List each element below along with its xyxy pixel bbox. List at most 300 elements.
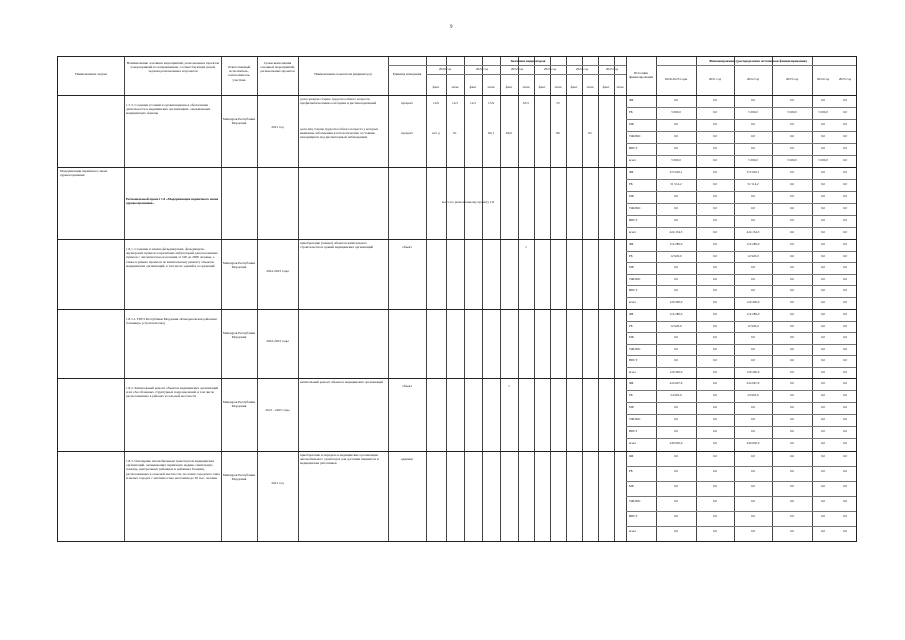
- finance-value: 5 000,0: [748, 158, 758, 162]
- finance-source: ВИСТ: [629, 429, 638, 433]
- finance-year-header: 2021 год: [708, 77, 722, 81]
- finance-source: ФБ: [629, 242, 634, 246]
- finance-line: [626, 496, 856, 497]
- finance-value: 0,0: [843, 381, 847, 385]
- finance-line: [626, 438, 856, 439]
- header-indicators: Значения индикаторов: [510, 59, 546, 63]
- finance-value: 0,0: [821, 499, 825, 503]
- finance-value: 424 134,3: [746, 230, 760, 234]
- finance-value: 0,0: [713, 323, 717, 328]
- finance-source: ТФОМС: [629, 346, 641, 351]
- indicator-value: 65: [588, 131, 592, 135]
- finance-value: 5 000,0: [787, 110, 797, 114]
- finance-value: 0,0: [843, 323, 847, 328]
- finance-year-header: 2023 год: [785, 77, 799, 81]
- finance-value: 0,0: [843, 529, 847, 533]
- year-header: 2023 год: [543, 67, 557, 71]
- finance-value: 0,0: [843, 393, 847, 397]
- indicator-value: 14,9: [433, 101, 439, 105]
- header-source: Источник финансирования: [628, 71, 654, 80]
- finance-value: 129 200,0: [669, 299, 683, 304]
- sub-header: факт: [469, 85, 477, 89]
- executor: Минздрав Республики Мордовия: [222, 400, 256, 409]
- finance-value: 0,0: [821, 484, 825, 488]
- finance-value: 0,0: [843, 194, 847, 198]
- finance-value: 0,0: [713, 230, 717, 234]
- finance-year-header: 2025 год: [838, 77, 852, 81]
- finance-value: 0,0: [674, 405, 678, 409]
- finance-value: 0,0: [790, 312, 794, 316]
- finance-value: 0,0: [821, 323, 825, 328]
- finance-value: 0,0: [713, 98, 717, 102]
- finance-value: 116 280,0: [746, 242, 760, 246]
- row-separator: [58, 167, 856, 168]
- finance-value: 0,0: [790, 276, 794, 281]
- finance-value: 0,0: [790, 134, 794, 138]
- finance-value: 0,0: [790, 206, 794, 210]
- finance-source: ФБ: [629, 170, 634, 174]
- finance-value: 5 000,0: [787, 158, 797, 162]
- finance-value: 0,0: [821, 98, 825, 102]
- finance-line: [626, 466, 856, 467]
- finance-value: 0,0: [674, 134, 678, 138]
- sub-header: план: [586, 85, 594, 89]
- finance-line: [626, 355, 856, 356]
- finance-value: 0,0: [821, 242, 825, 246]
- merged-total-label: всего по региональному проекту 1.8: [441, 200, 495, 204]
- finance-line: [626, 402, 856, 403]
- finance-value: 5 000,0: [671, 110, 681, 114]
- finance-value: 0,0: [674, 499, 678, 503]
- finance-value: 0,0: [790, 441, 794, 445]
- header-event: Наименование основных мероприятий, региональных проектов и мероприятий по направлениям, соответствующих целей, задачам региональных и проектов: [126, 61, 220, 74]
- finance-source: МБ: [629, 335, 634, 339]
- finance-value: 0,0: [821, 253, 825, 258]
- finance-source: ВИСТ: [629, 146, 638, 150]
- finance-value: 0,0: [713, 441, 717, 445]
- finance-value: 0,0: [843, 514, 847, 518]
- event-name: 1.8.1.1. ГБУЗ Республики Мордовия «Ромодановская районная больница» (строительство): [126, 317, 217, 326]
- finance-value: 0,0: [713, 170, 717, 174]
- row-separator: [58, 95, 856, 96]
- row-separator: [58, 239, 856, 240]
- finance-value: 0,0: [674, 346, 678, 351]
- finance-value: 0,0: [821, 454, 825, 458]
- finance-line: [626, 107, 856, 108]
- finance-value: 0,0: [713, 110, 717, 114]
- finance-value: 0,0: [751, 146, 755, 150]
- finance-source: РБ: [629, 253, 633, 258]
- finance-source: всего: [629, 529, 637, 533]
- finance-value: 0,0: [790, 469, 794, 473]
- finance-value: 0,0: [713, 182, 717, 186]
- indicator-name: капитальный ремонт объектов медицинских организаций: [300, 380, 384, 384]
- finance-value: 0,0: [843, 346, 847, 351]
- header-executor: Ответственный исполнитель, соисполнитель, участник: [227, 65, 251, 82]
- finance-source: РБ: [629, 110, 633, 114]
- event-name: 1.7.3. Создание условий и организационное обеспечение деятельности в медицинских организациях, оказывающих медицинскую помощь: [126, 103, 211, 116]
- finance-value: 0,0: [713, 218, 717, 222]
- dates: 2022-2023 годы: [266, 339, 289, 343]
- finance-source: всего: [629, 230, 637, 234]
- year-header: 2022 год: [510, 67, 524, 71]
- finance-value: 0,0: [713, 346, 717, 351]
- finance-value: 0,0: [821, 265, 825, 269]
- finance-year-header: 2022 год: [746, 77, 760, 81]
- finance-value: 0,0: [751, 454, 755, 458]
- indicator-unit: объект: [402, 245, 412, 249]
- finance-value: 0,0: [674, 265, 678, 269]
- executor: Минздрав Республики Мордовия: [222, 261, 256, 270]
- finance-value: 249 630,0: [669, 441, 683, 445]
- executor: Минздрав Республики Мордовия: [222, 117, 256, 126]
- finance-value: 0,0: [713, 484, 717, 488]
- event-name: 1.8.3. Оснащение автомобильным транспортом медицинских организаций, оказывающих первичную медико-санитарную помощь, центральных районных и районных больниц, расположенных в сельской местности, поселках городского типа и малых городах с численностью населения до 50 тыс. человек: [126, 459, 220, 480]
- finance-value: 0,0: [713, 194, 717, 198]
- finance-source: МБ: [629, 405, 634, 409]
- finance-value: 0,0: [821, 393, 825, 397]
- finance-value: 0,0: [821, 206, 825, 210]
- finance-line: [626, 203, 856, 204]
- finance-value: 0,0: [674, 454, 678, 458]
- finance-value: 0,0: [713, 417, 717, 421]
- finance-source: ТФОМС: [629, 134, 641, 138]
- header-finance: Финансирование (распределение источников финансирования): [709, 59, 807, 63]
- finance-value: 0,0: [790, 242, 794, 246]
- finance-line: [626, 285, 856, 286]
- finance-value: 0,0: [790, 170, 794, 174]
- finance-value: 0,0: [821, 514, 825, 518]
- finance-line: [626, 143, 856, 144]
- indicator-value: 60,1: [488, 131, 494, 135]
- finance-line: [626, 191, 856, 192]
- finance-line: [626, 131, 856, 132]
- finance-value: 0,0: [790, 253, 794, 258]
- finance-value: 0,0: [751, 346, 755, 351]
- finance-value: 0,0: [674, 429, 678, 433]
- task-name: Модернизация первичного звена здравоохранения: [60, 169, 108, 178]
- finance-value: 0,0: [821, 218, 825, 222]
- finance-source: всего: [629, 158, 637, 162]
- year-header: 2024 год: [575, 67, 589, 71]
- finance-value: 0,0: [843, 242, 847, 246]
- event-name: 1.8.2. Капитальный ремонт объектов медицинских организаций и их обособленных структурных подразделений, в том числе расположенных в районах и сельской местности: [126, 386, 219, 399]
- year-header: 2021 год: [475, 67, 489, 71]
- finance-value: 0,0: [821, 346, 825, 351]
- finance-value: 0,0: [713, 253, 717, 258]
- finance-value: 0,0: [790, 299, 794, 304]
- finance-value: 0,0: [751, 499, 755, 503]
- indicator-unit: объект: [402, 384, 412, 388]
- row-separator: [58, 309, 856, 310]
- finance-source: ВИСТ: [629, 288, 638, 292]
- finance-value: 0,0: [713, 312, 717, 316]
- finance-value: 0,0: [821, 469, 825, 473]
- finance-value: 424 134,3: [669, 230, 683, 234]
- finance-value: 224 667,0: [746, 381, 760, 385]
- finance-value: 0,0: [751, 417, 755, 421]
- finance-value: 0,0: [843, 170, 847, 174]
- finance-value: 0,0: [843, 429, 847, 433]
- finance-source: ТФОМС: [629, 417, 641, 421]
- finance-value: 0,0: [843, 358, 847, 362]
- finance-value: 0,0: [821, 417, 825, 421]
- finance-value: 0,0: [821, 529, 825, 533]
- finance-value: 0,0: [843, 134, 847, 138]
- sub-header: факт: [570, 85, 578, 89]
- finance-value: 0,0: [790, 122, 794, 126]
- finance-value: 0,0: [790, 288, 794, 292]
- finance-value: 0,0: [751, 265, 755, 269]
- finance-value: 0,0: [751, 206, 755, 210]
- finance-line: [626, 390, 856, 391]
- finance-line: [626, 481, 856, 482]
- finance-value: 0,0: [790, 346, 794, 351]
- finance-line: [626, 526, 856, 527]
- sub-header: факт: [505, 85, 513, 89]
- finance-value: 0,0: [751, 358, 755, 362]
- finance-value: 5 000,0: [818, 110, 828, 114]
- finance-value: 0,0: [751, 429, 755, 433]
- finance-value: 0,0: [843, 218, 847, 222]
- finance-value: 0,0: [843, 230, 847, 234]
- finance-value: 0,0: [751, 122, 755, 126]
- finance-value: 0,0: [713, 405, 717, 409]
- finance-value: 0,0: [843, 312, 847, 316]
- finance-value: 0,0: [790, 417, 794, 421]
- finance-line: [626, 227, 856, 228]
- finance-value: 0,0: [751, 98, 755, 102]
- header-task: Наименование задачи: [75, 72, 107, 76]
- finance-source: ВИСТ: [629, 358, 638, 362]
- finance-line: [626, 215, 856, 216]
- finance-value: 0,0: [843, 441, 847, 445]
- finance-value: 5 000,0: [818, 158, 828, 162]
- indicator-name: приобретение (замена) объектов капитального строительства и зданий медицинских организаций: [300, 241, 374, 250]
- finance-value: 0,0: [713, 381, 717, 385]
- finance-value: 0,0: [674, 514, 678, 518]
- finance-source: ФБ: [629, 381, 634, 385]
- finance-value: 0,0: [843, 299, 847, 304]
- finance-source: ТФОМС: [629, 499, 641, 503]
- finance-value: 0,0: [751, 484, 755, 488]
- finance-value: 12 920,0: [670, 253, 682, 258]
- event-name: Региональный проект 1.8 «Модернизация первичного звена здравоохранения»: [126, 197, 219, 206]
- finance-value: 0,0: [674, 529, 678, 533]
- finance-value: 0,0: [713, 299, 717, 304]
- indicator-value: 1: [525, 245, 527, 249]
- sub-header: план: [451, 85, 459, 89]
- finance-value: 0,0: [713, 276, 717, 281]
- header-unit: Единица измерения: [392, 72, 422, 76]
- dates: 2022-2023 годы: [266, 269, 289, 273]
- finance-value: 0,0: [790, 405, 794, 409]
- finance-value: 0,0: [713, 158, 717, 162]
- finance-value: 0,0: [843, 369, 847, 374]
- executor: Минздрав Республики Мордовия: [222, 473, 256, 482]
- finance-value: 129 200,0: [669, 369, 683, 374]
- finance-value: 249 630,0: [746, 441, 760, 445]
- finance-value: 116 280,0: [746, 312, 760, 316]
- indicator-value: 14,5: [452, 101, 458, 105]
- finance-value: 0,0: [674, 335, 678, 339]
- finance-source: ФБ: [629, 312, 634, 316]
- finance-value: 0,0: [751, 134, 755, 138]
- finance-value: 0,0: [713, 469, 717, 473]
- program-table: [57, 56, 857, 542]
- finance-value: 0,0: [843, 265, 847, 269]
- finance-value: 0,0: [821, 429, 825, 433]
- finance-value: 0,0: [843, 110, 847, 114]
- finance-source: МБ: [629, 122, 634, 126]
- finance-value: 0,0: [674, 276, 678, 281]
- finance-value: 0,0: [821, 230, 825, 234]
- finance-value: 0,0: [821, 288, 825, 292]
- finance-line: [626, 179, 856, 180]
- finance-source: ТФОМС: [629, 276, 641, 281]
- finance-year-header: 2020-2025 годы: [664, 77, 688, 81]
- finance-line: [626, 297, 856, 298]
- finance-line: [626, 155, 856, 156]
- finance-value: 12 920,0: [747, 323, 759, 328]
- finance-value: 0,0: [790, 323, 794, 328]
- finance-value: 0,0: [790, 98, 794, 102]
- indicator-value: 55: [556, 101, 560, 105]
- finance-value: 0,0: [674, 206, 678, 210]
- finance-value: 0,0: [674, 484, 678, 488]
- finance-value: 0,0: [790, 265, 794, 269]
- finance-value: 0,0: [790, 369, 794, 374]
- finance-value: 0,0: [821, 170, 825, 174]
- finance-value: 0,0: [821, 276, 825, 281]
- finance-source: ВИСТ: [629, 514, 638, 518]
- finance-value: 0,0: [713, 429, 717, 433]
- event-name: 1.8.1. Создание и замена фельдшерских, фельдшерско-акушерских пунктов и врачебных амбулаторий для населенных пунктов с численностью населения от 100 до 2000 человек, а также в рамках проектов по капитальному ремонту объектов медицинских организаций, в том числе зданий и сооружений: [126, 247, 218, 268]
- finance-value: 24 963,0: [747, 393, 759, 397]
- sub-header: факт: [602, 85, 610, 89]
- finance-value: 0,0: [713, 288, 717, 292]
- finance-line: [626, 367, 856, 368]
- finance-source: всего: [629, 369, 637, 374]
- finance-value: 0,0: [674, 218, 678, 222]
- finance-value: 0,0: [713, 122, 717, 126]
- finance-value: 0,0: [843, 288, 847, 292]
- finance-value: 0,0: [843, 335, 847, 339]
- header-indicator: Наименование показателя (индикатора): [314, 72, 372, 76]
- sub-header: план: [554, 85, 562, 89]
- finance-value: 0,0: [713, 206, 717, 210]
- finance-value: 116 280,0: [669, 242, 683, 246]
- finance-source: МБ: [629, 265, 634, 269]
- finance-value: 0,0: [821, 299, 825, 304]
- finance-value: 0,0: [821, 182, 825, 186]
- finance-source: РБ: [629, 469, 633, 473]
- finance-value: 0,0: [843, 484, 847, 488]
- indicator-name: доля лиц старше трудоспособного возраста у которых выявлены заболевания и патологические состояния, находящихся под диспансерным наблюдением: [300, 127, 379, 140]
- finance-value: 0,0: [843, 405, 847, 409]
- finance-value: 129 200,0: [746, 369, 760, 374]
- finance-value: 0,0: [713, 134, 717, 138]
- finance-value: 0,0: [843, 499, 847, 503]
- finance-value: 0,0: [843, 122, 847, 126]
- finance-source: МБ: [629, 484, 634, 488]
- finance-value: 0,0: [674, 122, 678, 126]
- finance-value: 0,0: [790, 230, 794, 234]
- sub-header: факт: [432, 85, 440, 89]
- finance-value: 0,0: [843, 454, 847, 458]
- finance-value: 5 000,0: [671, 158, 681, 162]
- finance-value: 0,0: [821, 194, 825, 198]
- indicator-value: 91: [453, 131, 457, 135]
- finance-value: 0,0: [843, 469, 847, 473]
- finance-value: 0,0: [751, 335, 755, 339]
- finance-value: 0,0: [843, 276, 847, 281]
- finance-value: 0,0: [713, 335, 717, 339]
- finance-line: [626, 321, 856, 322]
- indicator-name: приобретение и передача в медицинские организации автомобильного транспорта для доставки пациентов и медицинских работников: [300, 453, 379, 466]
- sub-header: план: [616, 85, 624, 89]
- finance-value: 0,0: [790, 335, 794, 339]
- finance-source: ТФОМС: [629, 206, 641, 210]
- finance-value: 0,0: [790, 194, 794, 198]
- finance-line: [626, 251, 856, 252]
- finance-value: 51 514,2: [747, 182, 759, 186]
- finance-source: ФБ: [629, 98, 634, 102]
- finance-value: 0,0: [843, 182, 847, 186]
- finance-value: 0,0: [790, 358, 794, 362]
- finance-value: 0,0: [790, 429, 794, 433]
- finance-value: 0,0: [674, 358, 678, 362]
- finance-value: 0,0: [674, 469, 678, 473]
- finance-value: 0,0: [713, 369, 717, 374]
- finance-value: 0,0: [843, 253, 847, 258]
- finance-source: РБ: [629, 323, 633, 328]
- finance-value: 0,0: [790, 499, 794, 503]
- finance-value: 0,0: [790, 454, 794, 458]
- finance-value: 0,0: [821, 381, 825, 385]
- indicator-value: 13,9: [488, 101, 494, 105]
- finance-value: 0,0: [821, 312, 825, 316]
- finance-value: 116 280,0: [669, 312, 683, 316]
- finance-source: ВИСТ: [629, 218, 638, 222]
- finance-value: 0,0: [790, 218, 794, 222]
- row-separator: [58, 451, 856, 452]
- finance-value: 0,0: [751, 405, 755, 409]
- finance-value: 0,0: [790, 484, 794, 488]
- finance-value: 0,0: [821, 122, 825, 126]
- finance-value: 372 620,1: [746, 170, 760, 174]
- row-separator: [58, 378, 856, 379]
- year-header: 2025 год: [605, 67, 619, 71]
- header-dates: Сроки выполнения основных мероприятий, региональных проектов: [260, 61, 295, 74]
- finance-value: 0,0: [790, 514, 794, 518]
- finance-value: 129 200,0: [746, 299, 760, 304]
- finance-line: [626, 344, 856, 345]
- finance-line: [626, 332, 856, 333]
- indicator-value: 1: [508, 384, 510, 388]
- finance-value: 0,0: [821, 335, 825, 339]
- finance-value: 0,0: [751, 276, 755, 281]
- finance-line: [626, 262, 856, 263]
- finance-source: ФБ: [629, 454, 634, 458]
- finance-value: 0,0: [843, 158, 847, 162]
- finance-value: 0,0: [713, 454, 717, 458]
- finance-value: 0,0: [674, 417, 678, 421]
- finance-value: 0,0: [821, 134, 825, 138]
- finance-value: 0,0: [821, 358, 825, 362]
- finance-value: 12 920,0: [747, 253, 759, 258]
- finance-source: РБ: [629, 393, 633, 397]
